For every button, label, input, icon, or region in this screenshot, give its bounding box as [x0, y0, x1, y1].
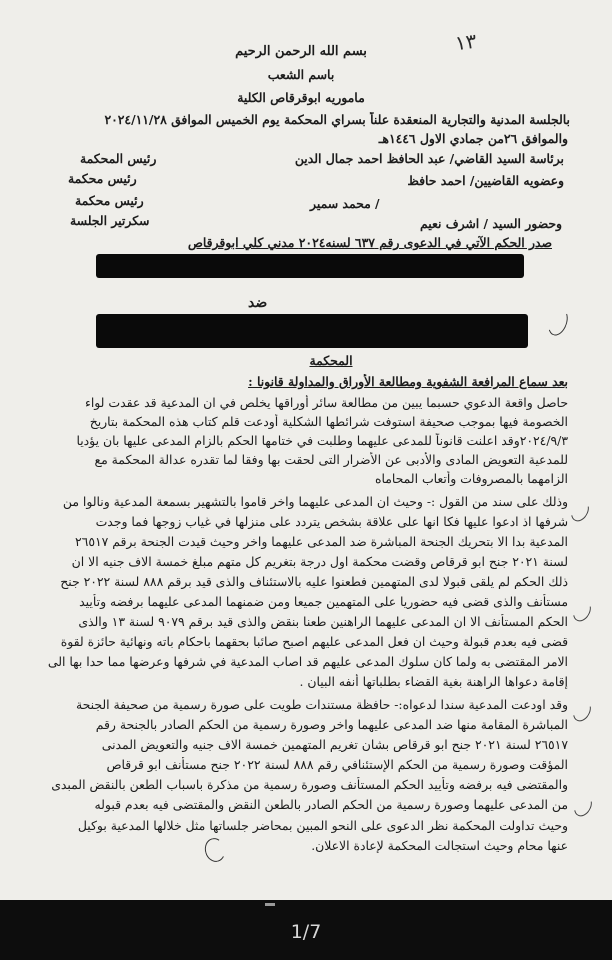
- redacted-plaintiff: [96, 254, 524, 278]
- margin-tick: [571, 792, 596, 819]
- para4-line: عنها محام وحيث استجالت المحكمة لإعادة الاعلان.: [311, 838, 568, 853]
- para1-line: للمدعية التعويض المادى والأدبى عن الأضرار التى لحقت بها وفقا لما تقدره عدالة المحكمة مع: [94, 452, 568, 467]
- para2-line: المدعية بدا الا بتحريك الجنحة المباشرة ضد المدعى عليهما واخر وحيث قيدت الجنحة برقم ٢٦٥١٧: [75, 534, 568, 549]
- against-label: ضد: [248, 295, 268, 311]
- in-name-of-people: باسم الشعب: [267, 67, 335, 82]
- para1-line: حاصل واقعة الدعوي حسبما يبين من مطالعة سائر أوراقها يخلص في ان المدعية قد عقدت لواء: [85, 395, 568, 410]
- para2-line: ذلك الحكم لم يلقى قبولا لدى المتهمين فطعنوا عليه بالاستئناف والذى قيد برقم ٨٨٨ لسنة ٢٠٢٢ جنح: [60, 574, 568, 589]
- page-progress-indicator: [265, 903, 275, 906]
- para2-line: وذلك على سند من القول :- وحيث ان المدعى عليهما واخر قاموا بالتشهير بسمعة المدعية ونالوا من: [62, 494, 568, 509]
- presiding-judge-role: رئيس المحكمة: [80, 151, 157, 166]
- margin-tick: [570, 597, 595, 624]
- session-line-2: والموافق ٢٦من جمادي الاول ١٤٤٦هـ: [378, 131, 568, 146]
- margin-tick: [568, 497, 593, 524]
- para1-line: الزامهما بالمصروفات وأتعاب المحاماه: [374, 471, 568, 486]
- para2-line: إقامة دعواها الراهنة بغية القضاء بطلباتها أنفه البيان .: [299, 674, 568, 689]
- member2-role: رئيس محكمة: [75, 193, 144, 208]
- handwritten-check-mark: [545, 306, 571, 338]
- page-indicator[interactable]: 1/7: [290, 921, 322, 943]
- para2-line: لسنة ٢٠٢١ جنح ابو قرقاص وقضت محكمة اول درجة بتغريم كل متهم مبلغ خمسة الاف جنيه الا ان: [71, 554, 568, 569]
- para3-line: من المدعى عليهما وصورة رسمية من الحكم الصادر بالطعن النقض والمقتضى فيه بعدم قبوله: [94, 797, 568, 812]
- handwritten-page-mark: ١٣: [453, 28, 479, 56]
- para2-line: الحكم المستأنف الا ان المدعى عليهما الراهنين طعنا بنقض والذى قيد برقم ٩٠٧٩ لسنة ١٣ والذى: [78, 614, 568, 629]
- para3-line: وقد اودعت المدعية سندا لدعواه:- حافظة مستندات طويت على صورة رسمية من صحيفة الجنحة: [75, 697, 568, 712]
- para2-line: مستأنف والذى قضى فيه حضوريا على المتهمين جميعا ومن ضمنهما المدعى عليهما برفضه وتأييد: [79, 594, 568, 609]
- para3-line: المؤقت وصورة رسمية من الحكم الإستئنافي رقم ٨٨٨ لسنة ٢٠٢٢ جنح مستأنف ابو قرقاص: [106, 757, 568, 772]
- court-name: ماموريه ابوقرقاص الكلية: [237, 90, 365, 105]
- redacted-defendants: [96, 314, 528, 348]
- basmala: بسم الله الرحمن الرحيم: [235, 44, 367, 59]
- court-title: المحكمة: [309, 353, 353, 368]
- para2-line: شرفها اذ ادعوا عليها فكا انها على علاقة بشخص يتردد على منزلها في غياب زوجها فما وجدت: [95, 514, 568, 529]
- member1-role: رئيس محكمة: [68, 171, 137, 186]
- para4-line: وحيث تداولت المحكمة نظر الدعوى على النحو المبين بمحاضر جلساتها مثل خلالها المدعية بوكيل: [77, 818, 568, 833]
- para2-line: الامر المقتضى به ولما كان سلوك المدعى عليهم قد اصاب المدعية في شرفها وعرضها مما حدا بها الى: [47, 654, 568, 669]
- panel-member-2: / محمد سمير: [310, 196, 380, 211]
- para3-line: ٢٦٥١٧ لسنة ٢٠٢١ جنح ابو قرقاص بشان تغريم المتهمين خمسة الاف جنيه والتعويض المدنى: [101, 737, 568, 752]
- para1-line: الخصومة فيها بموجب صحيفة استوفت شرائطها الشكلية أودعت قلم كتاب هذه المحكمة بتاريخ: [89, 414, 568, 429]
- presiding-judge: برئاسة السيد القاضي/ عبد الحافظ احمد جمال الدين: [294, 151, 564, 166]
- session-line-1: بالجلسة المدنية والتجارية المنعقدة علناً بسراي المحكمة يوم الخميس الموافق ٢٠٢٤/١١/٢٨: [104, 112, 570, 127]
- para2-line: قضى فيه بعدم قبولة وحيث ان فعل المدعى عليهم اصبح صائبا بحقهما باحكام باته ونهائية حائزة لقوة: [60, 634, 568, 649]
- para3-line: والمقتضى فيه برفضه وتأييد الحكم المستأنف وصورة رسمية من مذكرة باسباب الطعن بالنقض المبدى: [51, 777, 568, 792]
- session-secretary: وحضور السيد / اشرف نعيم: [420, 216, 562, 231]
- para1-line: ٢٠٢٤/٩/٣وقد اعلنت قانوناً للمدعى عليهما وطلبت في ختامها الحكم بالزام المدعى عليها بان يؤديا: [76, 433, 568, 448]
- para3-line: المباشرة المقامة منها ضد المدعى عليهما واخر وصورة رسمية من الحكم الصادر بالجنحة رقم: [95, 717, 568, 732]
- secretary-role: سكرتير الجلسة: [70, 213, 150, 228]
- after-review-heading: بعد سماع المرافعة الشفوية ومطالعة الأوراق والمداولة قانونا :: [248, 374, 568, 389]
- margin-tick: [570, 697, 595, 724]
- panel-members: وعضويه القاضيين/ احمد حافظ: [407, 173, 564, 188]
- case-number-line: صدر الحكم الآتي في الدعوى رقم ٦٣٧ لسنه٢٠٢٤ مدني كلي ابوقرقاص: [187, 235, 552, 250]
